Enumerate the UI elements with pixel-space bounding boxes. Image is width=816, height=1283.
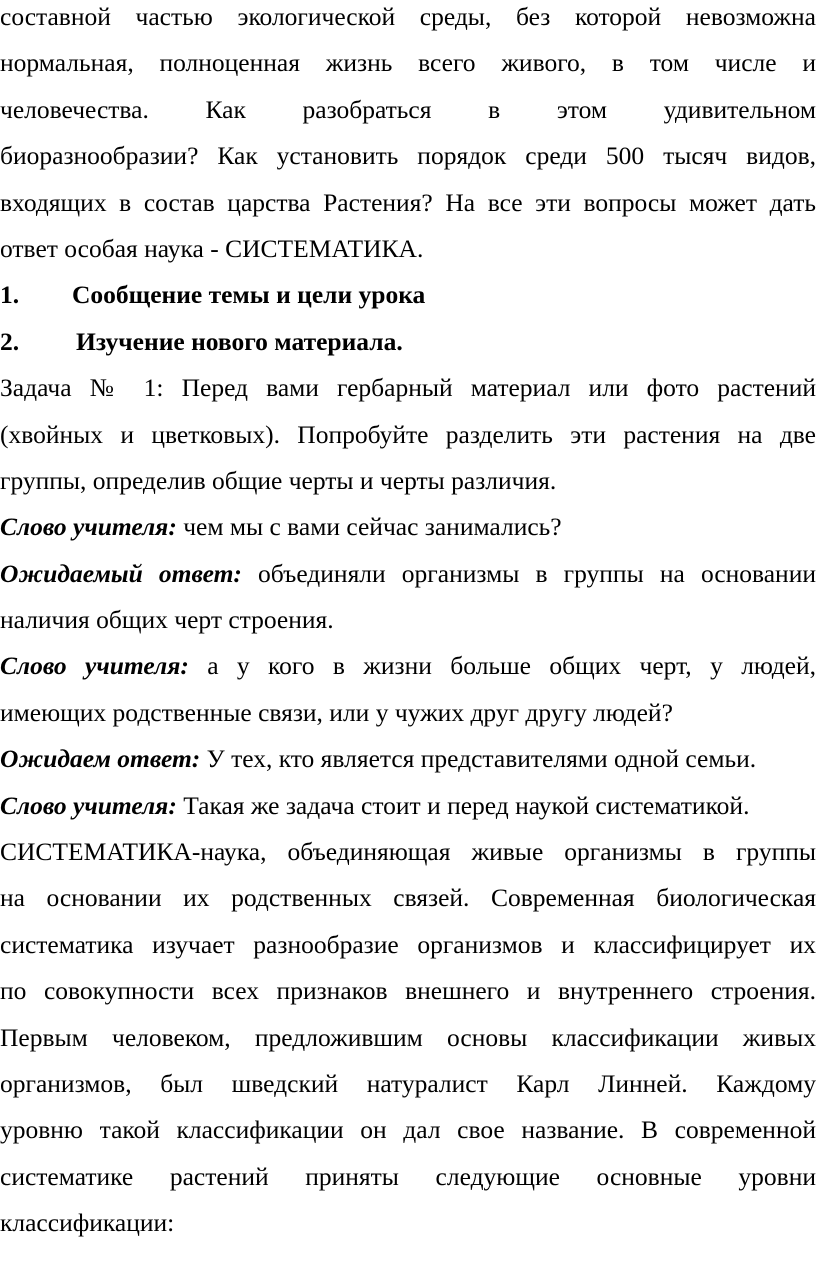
list-item-1 [0,272,816,318]
list-item-2 [0,319,816,365]
answer-label: Ожидаем ответ: [0,744,201,774]
body-line-1: СИСТЕМАТИКА-наука, объединяющая живые организмы в группы [0,837,816,867]
teacher-text: Такая же задача стоит и перед наукой систематикой. [176,790,750,820]
body-line-9: классификации: [0,1208,175,1238]
task-line-3: группы, определив общие черты и черты различия. [0,465,557,495]
intro-line-1: составной частью экологической среды, без которой невозможна [0,2,816,31]
teacher-line-3 [0,783,816,829]
answer-text: У тех, кто является представителями одной семьи. [200,744,757,774]
teacher-label: Слово учителя: [0,790,177,820]
task-line-1: Задача № 1: Перед вами гербарный материал или фото растений [0,373,816,403]
teacher-text: а у кого в жизни больше общих черт, у людей, [188,651,816,681]
intro-line-3: человечества. Как разобраться в этом удивительном [0,94,816,124]
answer-line-2 [0,736,816,782]
teacher-label: Слово учителя: [0,512,177,542]
intro-line-2: нормальная, полноценная жизнь всего живого, в том числе и [0,48,816,78]
teacher-text: чем мы с вами сейчас занимались? [176,512,562,542]
body-line-6: организмов, был шведский натуралист Карл Линней. Каждому [0,1068,816,1098]
list-heading-1: Сообщение темы и цели урока [72,280,426,310]
teacher-label: Слово учителя: [0,651,189,681]
list-heading-2: Изучение нового материала. [76,326,403,356]
teacher-line-2-cont: имеющих родственные связи, или у чужих друг другу людей? [0,697,673,727]
intro-line-6: ответ особая наука - СИСТЕМАТИКА. [0,233,424,263]
list-number-2: 2. [0,326,20,356]
answer-text: объединяли организмы в группы на основании [241,558,816,588]
answer-line-1 [0,551,816,597]
body-line-5: Первым человеком, предложившим основы классификации живых [0,1022,816,1052]
body-line-2: на основании их родственных связей. Современная биологическая [0,883,816,913]
teacher-line-2 [0,643,816,689]
teacher-line-1 [0,504,816,550]
body-line-7: уровню такой классификации он дал свое название. В современной [0,1115,816,1145]
task-line-2: (хвойных и цветковых). Попробуйте разделить эти растения на две [0,419,816,449]
body-line-8: систематике растений приняты следующие основные уровни [0,1161,816,1191]
body-line-3: систематика изучает разнообразие организмов и классифицирует их [0,929,816,959]
intro-line-4: биоразнообразии? Как установить порядок среди 500 тысяч видов, [0,141,816,171]
body-line-4: по совокупности всех признаков внешнего и внутреннего строения. [0,976,816,1006]
answer-line-1-cont: наличия общих черт строения. [0,605,334,635]
list-number-1: 1. [0,280,20,310]
intro-line-5: входящих в состав царства Растения? На все эти вопросы может дать [0,187,816,217]
answer-label: Ожидаемый ответ: [0,558,242,588]
